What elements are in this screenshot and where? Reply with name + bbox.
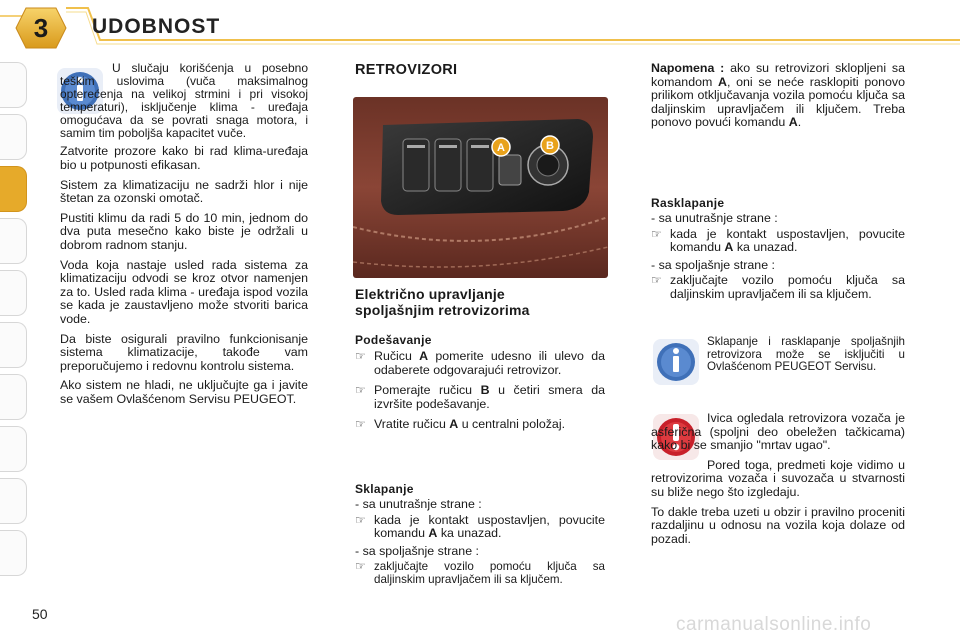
fold-inside-label: - sa unutrašnje strane :: [355, 497, 482, 511]
list-item: ☞ zaključajte vozilo pomoću ključa sa daljinskim upravljačem ili sa ključem.: [355, 559, 605, 587]
chapter-tab-active[interactable]: [0, 166, 27, 212]
chapter-tab[interactable]: [0, 322, 27, 368]
warning-text: Ivica ogledala retrovizora vozača je asferična (spoljni deo obeležen tačkicama) kako bi se smanjio "mrtav ugao".: [651, 411, 905, 453]
page-number: 50: [32, 606, 48, 622]
info-text-mirrors: Sklapanje i rasklapanje spoljašnjih retrovizora može se isključiti u Ovlašćenom PEUGEOT Servisu.: [707, 335, 905, 374]
list-item: ☞ Ručicu A pomerite udesno ili ulevo da odaberete odgovarajući retrovizor.: [355, 349, 605, 377]
warning-block: [651, 412, 905, 552]
hand-pointer-icon: ☞: [355, 559, 366, 574]
note-text: Napomena : ako su retrovizori sklopljeni sa komandom A, oni se neće rasklopiti ponovo prilikom otključavanja vozila pomoću ključa sa daljinskim upravljačem ili ključem. Treba ponovo povući komandu A.: [651, 61, 905, 130]
chapter-tabs: [0, 62, 40, 582]
paragraph: Da biste osigurali pravilno funkcionisanje sistema klimatizacije, takođe vam preporučujemo i redovnu kontrolu sistema.: [60, 331, 308, 373]
list-item: ☞ kada je kontakt uspostavljen, povucite komandu A ka unazad.: [355, 512, 605, 541]
info-text: U slučaju korišćenja u posebno teškim uslovima (vuča maksimalnog opterećenja na velikoj strmini i pri visokoj temperaturi), isključenje klima - uređaja omogućava da se povrati snaga motora, i samim tim poboljša kapacitet vuče.: [60, 61, 308, 140]
left-column: [60, 62, 308, 413]
fold-outside-label: - sa spoljašnje strane :: [355, 543, 479, 558]
list-item: ☞ kada je kontakt uspostavljen, povucite komandu A ka unazad.: [651, 226, 905, 255]
list-item: ☞ Vratite ručicu A u centralni položaj.: [355, 417, 566, 432]
subsection-title: [355, 286, 530, 318]
header-bar: [0, 0, 960, 50]
unfold-outside-label: - sa spoljašnje strane :: [651, 257, 775, 272]
list-item: ☞ Pomerajte ručicu B u četiri smera da izvršite podešavanje.: [355, 383, 605, 411]
paragraph: Voda koja nastaje usled rada sistema za klimatizaciju odvodi se kroz otvor namenjen za to. Usled rada klima - uređaja ispod vozila se kada je zaustavljeno može stvoriti barica vode.: [60, 257, 308, 326]
chapter-tab[interactable]: [0, 530, 27, 576]
paragraph: Zatvorite prozore kako bi rad klima-uređaja bio u potpunosti efikasan.: [60, 144, 308, 173]
unfold-title: Rasklapanje: [651, 196, 725, 210]
watermark: carmanualsonline.info: [676, 614, 872, 635]
hand-pointer-icon: ☞: [651, 273, 662, 288]
unfold-inside-label: - sa unutrašnje strane :: [651, 211, 778, 225]
adjust-title: Podešavanje: [355, 333, 432, 347]
note-block: [651, 62, 905, 136]
hand-pointer-icon: ☞: [651, 226, 662, 241]
unfold-list: [651, 212, 905, 306]
hand-pointer-icon: ☞: [355, 417, 366, 432]
hand-pointer-icon: ☞: [355, 383, 366, 398]
label-a: A: [497, 142, 505, 154]
fold-list: [355, 498, 605, 590]
door-panel-image: [353, 97, 608, 278]
chapter-tab[interactable]: [0, 478, 27, 524]
hand-pointer-icon: ☞: [355, 512, 366, 527]
paragraph: Pored toga, predmeti koje vidimo u retrovizorima vozača i suvozača u stvarnosti su bliže nego što izgledaju.: [651, 457, 905, 499]
chapter-tab[interactable]: [0, 218, 27, 264]
chapter-tab[interactable]: [0, 374, 27, 420]
chapter-tab[interactable]: [0, 114, 27, 160]
subtitle-line-2: spoljašnjim retrovizorima: [355, 302, 530, 318]
chapter-title: UDOBNOST: [92, 15, 221, 38]
paragraph: Pustiti klimu da radi 5 do 10 min, jednom do dva puta mesečno kako biste je održali u dobrom radnom stanju.: [60, 210, 308, 252]
chapter-tab[interactable]: [0, 270, 27, 316]
info-icon: [651, 337, 701, 387]
chapter-tab[interactable]: [0, 62, 27, 108]
paragraph: To dakle treba uzeti u obzir i pravilno proceniti razdaljinu u odnosu na vozila koja dolaze od pozadi.: [651, 504, 905, 546]
adjust-list: [355, 350, 605, 436]
paragraph: Sistem za klimatizaciju ne sadrži hlor i nije štetan za ozonski omotač.: [60, 177, 308, 206]
list-item: ☞ zaključajte vozilo pomoću ključa sa daljinskim upravljačem ili sa ključem.: [651, 273, 905, 301]
chapter-tab[interactable]: [0, 426, 27, 472]
label-b: B: [546, 140, 554, 152]
section-title: RETROVIZORI: [355, 62, 458, 78]
mirror-control-photo: [353, 97, 608, 278]
subtitle-line-1: Električno upravljanje: [355, 286, 505, 302]
chapter-number: 3: [33, 12, 49, 43]
hand-pointer-icon: ☞: [355, 349, 366, 363]
paragraph: Ako sistem ne hladi, ne uključujte ga i javite se vašem Ovlašćenom Servisu PEUGEOT.: [60, 378, 308, 406]
fold-title: Sklapanje: [355, 482, 414, 496]
